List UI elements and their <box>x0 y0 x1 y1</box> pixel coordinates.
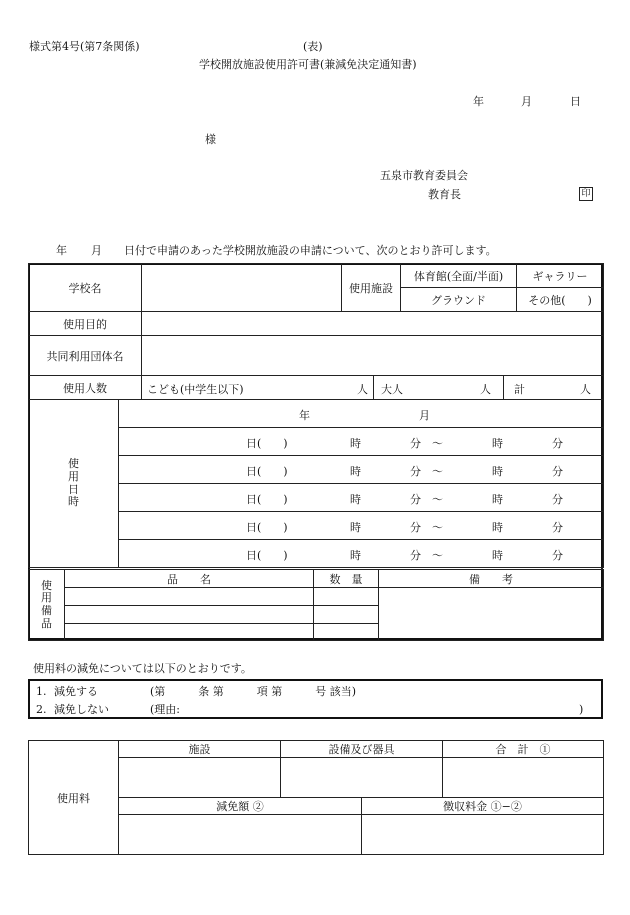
fee-label: 使用料 <box>29 741 119 855</box>
schedule-row[interactable]: 日( ) 時 分 〜 時 分 <box>119 456 604 484</box>
facility-gallery[interactable]: ギャラリー <box>517 264 604 288</box>
intro-text: 日付で申請のあった学校開放施設の申請について、次のとおり許可します。 <box>124 244 497 257</box>
form-number: 様式第4号(第7条関係) <box>29 40 140 53</box>
facility-ground[interactable]: グラウンド <box>401 288 517 312</box>
quantity-field[interactable] <box>314 606 379 624</box>
adults-unit: 人 <box>480 383 491 396</box>
datetime-label: 使 用 日 時 <box>29 400 119 568</box>
count-table <box>28 375 604 400</box>
school-name-field[interactable] <box>142 264 342 312</box>
equipment-label: 使 用 備 品 <box>29 570 65 641</box>
reduction-intro: 使用料の減免については以下のとおりです。 <box>33 662 252 675</box>
children-count-field[interactable] <box>142 376 374 400</box>
issuer-title: 教育長 <box>428 188 461 201</box>
intro-month: 月 <box>91 244 102 257</box>
fee-collected-header: 徴収料金 ①−② <box>362 798 604 815</box>
purpose-label: 使用目的 <box>29 312 142 336</box>
fee-equipment-field[interactable] <box>281 758 443 798</box>
fee-discount-header: 減免額 ② <box>119 798 362 815</box>
reduction-option-2-number: 2. <box>36 703 47 716</box>
reduction-option-2-close: ) <box>579 703 584 716</box>
adults-label: 大人 <box>381 383 403 396</box>
total-unit: 人 <box>580 383 591 396</box>
fee-facility-header: 施設 <box>119 741 281 758</box>
reduction-option-2-reason[interactable]: (理由: <box>150 703 180 716</box>
quantity-header: 数 量 <box>314 570 379 588</box>
item-name-header: 品 名 <box>65 570 314 588</box>
total-count-field[interactable] <box>504 376 604 400</box>
intro-year: 年 <box>56 244 67 257</box>
facility-gym[interactable]: 体育館(全面/半面) <box>401 264 517 288</box>
datetime-year: 年 <box>299 409 310 422</box>
reduction-option-1-number: 1. <box>36 685 47 698</box>
reduction-option-1-detail: (第 条 第 項 第 号 該当) <box>150 685 357 698</box>
purpose-field[interactable] <box>142 312 604 336</box>
school-name-label: 学校名 <box>29 264 142 312</box>
remarks-header: 備 考 <box>379 570 604 588</box>
fee-facility-field[interactable] <box>119 758 281 798</box>
document-title: 学校開放施設使用許可書(兼減免決定通知書) <box>199 58 417 71</box>
addressee-suffix: 様 <box>205 133 216 146</box>
fee-total-header: 合 計 ① <box>443 741 604 758</box>
facility-other[interactable]: その他( ) <box>517 288 604 312</box>
schedule-row[interactable]: 日( ) 時 分 〜 時 分 <box>119 540 604 568</box>
remarks-field[interactable] <box>379 588 604 641</box>
count-label: 使用人数 <box>29 376 142 400</box>
datetime-year-month-field[interactable] <box>119 400 604 428</box>
fee-discount-field[interactable] <box>119 815 362 855</box>
date-year: 年 <box>473 95 484 108</box>
school-facility-table <box>28 263 604 312</box>
equipment-table <box>28 569 604 641</box>
total-label: 計 <box>514 383 525 396</box>
facility-label: 使用施設 <box>342 264 401 312</box>
issuer-organization: 五泉市教育委員会 <box>380 169 468 182</box>
quantity-field[interactable] <box>314 588 379 606</box>
date-month: 月 <box>521 95 532 108</box>
date-day: 日 <box>570 95 581 108</box>
group-field[interactable] <box>142 336 604 376</box>
item-name-field[interactable] <box>65 624 314 641</box>
fee-table <box>28 740 604 855</box>
reduction-option-1-label[interactable]: 減免する <box>54 685 98 698</box>
datetime-month: 月 <box>419 409 430 422</box>
schedule-row[interactable]: 日( ) 時 分 〜 時 分 <box>119 428 604 456</box>
reduction-box <box>28 679 603 719</box>
children-label: こども(中学生以下) <box>147 383 244 396</box>
item-name-field[interactable] <box>65 588 314 606</box>
seal-mark: 印 <box>579 187 593 201</box>
schedule-row[interactable]: 日( ) 時 分 〜 時 分 <box>119 484 604 512</box>
datetime-table <box>28 399 604 568</box>
quantity-field[interactable] <box>314 624 379 641</box>
children-unit: 人 <box>357 383 368 396</box>
purpose-group-table <box>28 311 604 376</box>
fee-total-field[interactable] <box>443 758 604 798</box>
schedule-row[interactable]: 日( ) 時 分 〜 時 分 <box>119 512 604 540</box>
adults-count-field[interactable] <box>374 376 504 400</box>
form-side: (表) <box>303 40 323 53</box>
reduction-option-2-label[interactable]: 減免しない <box>54 703 109 716</box>
fee-collected-field[interactable] <box>362 815 604 855</box>
item-name-field[interactable] <box>65 606 314 624</box>
group-label: 共同利用団体名 <box>29 336 142 376</box>
fee-equipment-header: 設備及び器具 <box>281 741 443 758</box>
